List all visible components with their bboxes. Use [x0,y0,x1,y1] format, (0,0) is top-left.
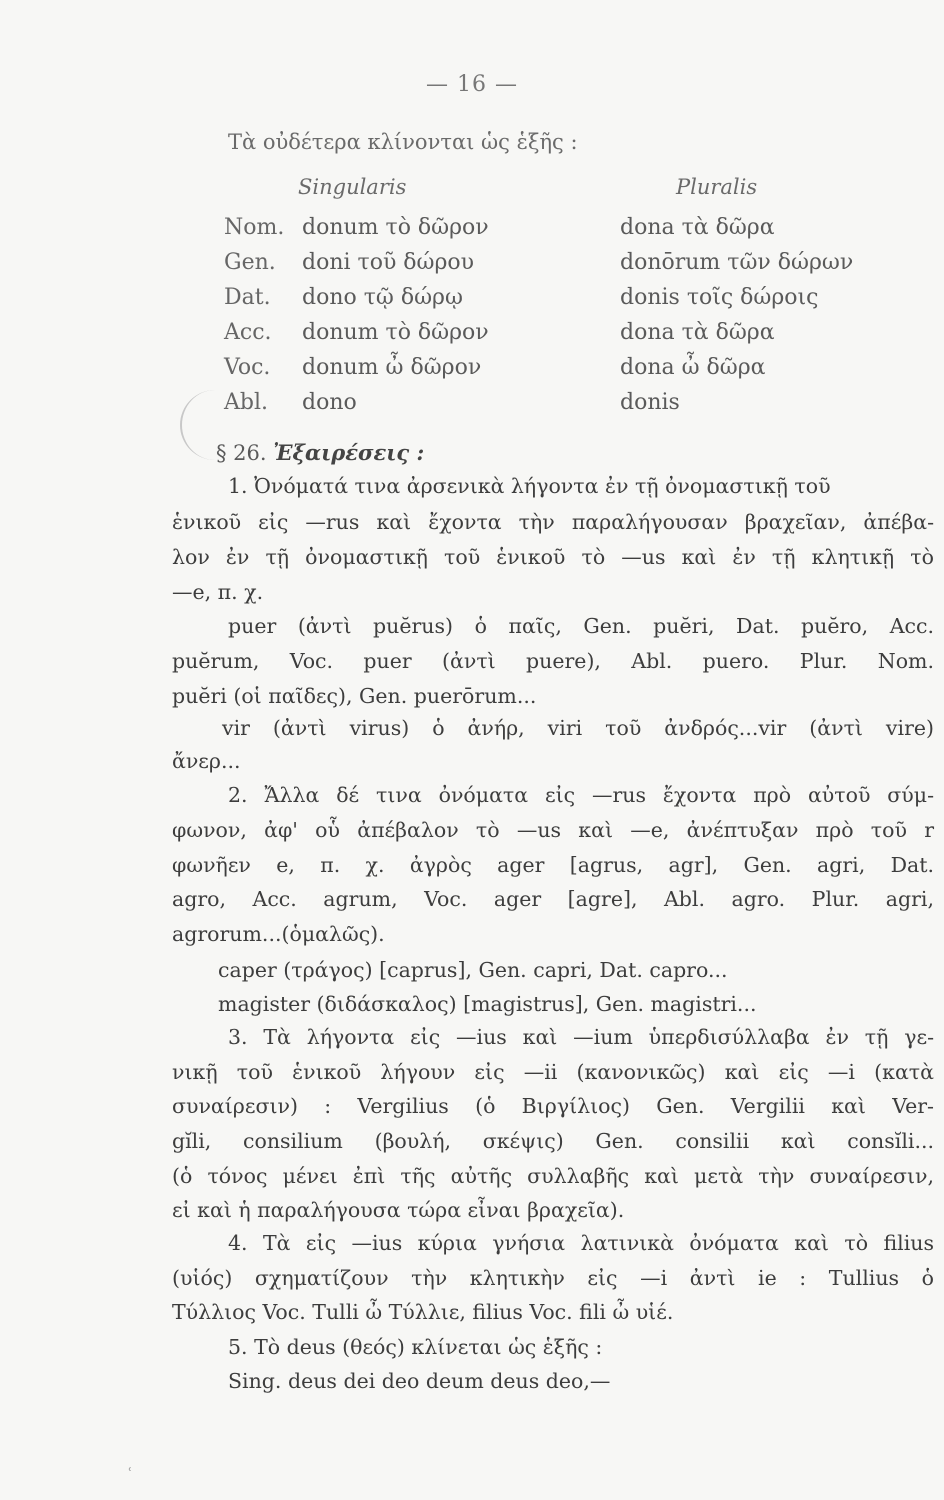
singular-form: donum τὸ δῶρον [302,215,489,240]
text-line: 4. Τὰ εἰς —ius κύρια γνήσια λατινικὰ ὀνόματα καὶ τὸ filius [228,1231,934,1255]
text-line: εἰ καὶ ἡ παραλήγουσα τώρα εἶναι βραχεῖα). [172,1198,625,1222]
singular-form: doni τοῦ δώρου [302,250,475,275]
singular-header: Singularis [298,175,407,199]
plural-form: dona τὰ δῶρα [620,320,775,345]
declension-row [224,285,924,320]
text-line: 5. Τὸ deus (θεός) κλίνεται ὡς ἑξῆς : [228,1335,603,1359]
text-line: caper (τράγος) [caprus], Gen. capri, Dat. capro... [218,958,728,982]
margin-bracket-mark [180,390,216,460]
plural-form: donōrum τῶν δώρων [620,250,854,275]
section-number: § 26. [216,441,267,465]
text-line: Τύλλιος Voc. Tulli ὦ Τύλλιε, filius Voc. fili ὦ υἱέ. [172,1300,674,1324]
singular-form: donum ὦ δῶρον [302,355,482,380]
text-line: magister (διδάσκαλος) [magistrus], Gen. magistri... [218,992,757,1016]
case-label: Dat. [224,285,271,310]
text-line: φωνῆεν e, π. χ. ἀγρὸς ager [agrus, agr], Gen. agri, Dat. [172,853,934,877]
text-line: φωνον, ἀφ' οὗ ἀπέβαλον τὸ —us καὶ —e, ἀνέπτυξαν πρὸ τοῦ r [172,818,934,842]
text-line: ἑνικοῦ εἰς —rus καὶ ἔχοντα τὴν παραλήγουσαν βραχεῖαν, ἀπέβα- [172,510,934,534]
text-line: gĭli, consilium (βουλή, σκέψις) Gen. consilii καὶ consĭli... [172,1129,934,1153]
singular-form: dono [302,390,357,415]
text-line: agrorum...(ὁμαλῶς). [172,922,385,946]
case-label: Gen. [224,250,276,275]
plural-header: Pluralis [676,175,758,199]
text-line: λον ἐν τῇ ὀνομαστικῇ τοῦ ἑνικοῦ τὸ —us καὶ ἐν τῇ κλητικῇ τὸ [172,545,934,569]
case-label: Voc. [224,355,271,380]
scan-speck: ʿ [128,1466,133,1482]
case-label: Abl. [224,390,268,415]
text-line: agro, Acc. agrum, Voc. ager [agre], Abl. agro. Plur. agri, [172,887,934,911]
plural-form: dona ὦ δῶρα [620,355,766,380]
text-line: —e, π. χ. [172,580,264,604]
text-line: συναίρεσιν) : Vergilius (ὁ Βιργίλιος) Gen. Vergilii καὶ Ver- [172,1094,934,1118]
plural-form: donis τοῖς δώροις [620,285,819,310]
plural-form: donis [620,390,680,415]
declension-row [224,215,924,250]
section-title: Ἐξαιρέσεις : [273,440,425,465]
text-line: 2. Ἄλλα δέ τινα ὀνόματα εἰς —rus ἔχοντα πρὸ αὐτοῦ σύμ- [228,783,934,807]
declension-row [224,250,924,285]
page-number: — 16 — [426,72,518,97]
text-line: puĕri (οἱ παῖδες), Gen. puerōrum... [172,684,537,708]
case-label: Acc. [224,320,272,345]
text-line: (υἱός) σχηματίζουν τὴν κλητικὴν εἰς —i ἀντὶ ie : Tullius ὁ [172,1266,934,1290]
singular-form: dono τῷ δώρῳ [302,285,463,310]
declension-table [224,215,924,425]
plural-form: dona τὰ δῶρα [620,215,775,240]
intro-line: Τὰ οὐδέτερα κλίνονται ὡς ἑξῆς : [228,130,578,154]
text-line: 3. Τὰ λήγοντα εἰς —ius καὶ —ium ὑπερδισύλλαβα ἐν τῇ γε- [228,1025,934,1049]
section-heading [216,440,424,465]
declension-row [224,320,924,355]
text-line: vir (ἀντὶ virus) ὁ ἀνήρ, viri τοῦ ἀνδρός...vir (ἀντὶ vire) [222,716,934,740]
declension-row [224,355,924,390]
text-line: Sing. deus dei deo deum deus deo,— [228,1369,611,1393]
text-line: 1. Ὀνόματά τινα ἀρσενικὰ λήγοντα ἐν τῇ ὀνομαστικῇ τοῦ [228,474,831,498]
text-line: νικῇ τοῦ ἑνικοῦ λήγουν εἰς —ii (κανονικῶς) καὶ εἰς —i (κατὰ [172,1060,934,1084]
text-line: (ὁ τόνος μένει ἐπὶ τῆς αὐτῆς συλλαβῆς καὶ μετὰ τὴν συναίρεσιν, [172,1164,934,1188]
declension-row [224,390,924,425]
case-label: Nom. [224,215,285,240]
singular-form: donum τὸ δῶρον [302,320,489,345]
text-line: puer (ἀντὶ puĕrus) ὁ παῖς, Gen. puĕri, Dat. puĕro, Acc. [228,614,934,638]
text-line: ἄνερ... [172,749,241,773]
text-line: puĕrum, Voc. puer (ἀντὶ puere), Abl. puero. Plur. Nom. [172,649,934,673]
